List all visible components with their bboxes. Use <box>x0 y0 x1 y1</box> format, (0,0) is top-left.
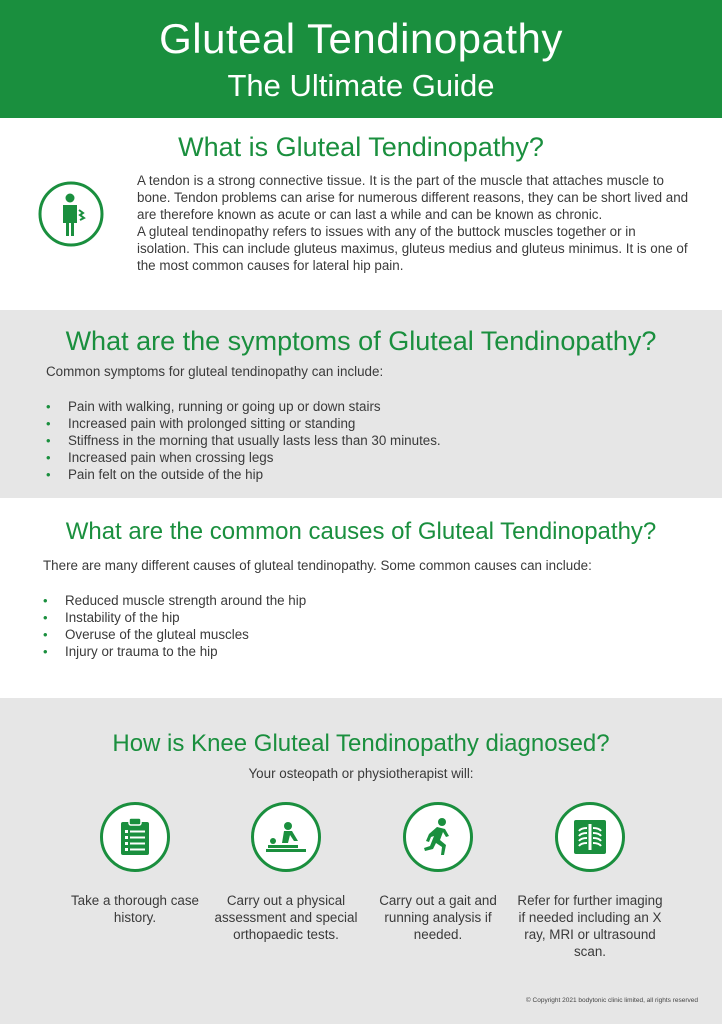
list-item-text: Instability of the hip <box>65 610 180 625</box>
list-item-text: Pain felt on the outside of the hip <box>68 467 264 482</box>
section-heading: What is Gluteal Tendinopathy? <box>178 132 544 162</box>
runner-icon <box>420 817 456 857</box>
bullet-icon: • <box>43 593 48 608</box>
list-item <box>43 626 306 643</box>
list-item <box>43 609 306 626</box>
list-item-text: Stiffness in the morning that usually lasts less than 30 minutes. <box>68 433 441 448</box>
section-heading: How is Knee Gluteal Tendinopathy diagnosed? <box>112 730 610 757</box>
paragraph: A gluteal tendinopathy refers to issues with any of the buttock muscles together or in isolation. This can include gluteus maximus, gluteus medius and gluteus minimus. It is one of the most common causes for lateral hip pain. <box>137 224 688 273</box>
step-caption: Carry out a gait and running analysis if needed. <box>379 893 497 942</box>
diagnosis-step <box>211 802 361 943</box>
diagnosis-step <box>60 802 210 926</box>
step-icon-circle <box>251 802 321 872</box>
page-title: Gluteal Tendinopathy <box>159 15 563 62</box>
bullet-icon: • <box>46 467 51 482</box>
diagnosis-step <box>363 802 513 943</box>
step-icon-circle <box>555 802 625 872</box>
step-caption: Carry out a physical assessment and special orthopaedic tests. <box>214 893 358 942</box>
list-item-text: Pain with walking, running or going up or down stairs <box>68 399 381 414</box>
list-item <box>46 398 441 415</box>
list-item-text: Increased pain when crossing legs <box>68 450 274 465</box>
page-subtitle: The Ultimate Guide <box>227 68 495 103</box>
list-item-text: Overuse of the gluteal muscles <box>65 627 249 642</box>
section-intro: There are many different causes of gluteal tendinopathy. Some common causes can include: <box>43 558 592 573</box>
section-heading: What are the symptoms of Gluteal Tendinopathy? <box>65 326 657 356</box>
bullet-icon: • <box>43 644 48 659</box>
bullet-icon: • <box>46 450 51 465</box>
section-intro: Common symptoms for gluteal tendinopathy can include: <box>46 364 384 379</box>
step-icon-circle <box>403 802 473 872</box>
causes-list <box>43 592 306 660</box>
paragraph: A tendon is a strong connective tissue. It is the part of the muscle that attaches muscle to bone. Tendon problems can arise for numerous different reasons, they can be short lived and are therefore known as acute or can last a while and can be known as chronic. <box>137 173 689 222</box>
diagnosis-step <box>515 802 665 960</box>
page-header <box>0 0 722 118</box>
list-item-text: Increased pain with prolonged sitting or standing <box>68 416 356 431</box>
list-item <box>43 592 306 609</box>
section-causes <box>0 498 722 698</box>
physical-assessment-icon <box>264 820 308 854</box>
step-caption: Refer for further imaging if needed including an X ray, MRI or ultrasound scan. <box>517 893 663 959</box>
hip-pain-person-icon <box>37 180 105 248</box>
list-item-text: Reduced muscle strength around the hip <box>65 593 307 608</box>
bullet-icon: • <box>46 416 51 431</box>
step-icon-circle <box>100 802 170 872</box>
section-intro: Your osteopath or physiotherapist will: <box>248 766 474 781</box>
bullet-icon: • <box>43 627 48 642</box>
list-item <box>46 449 441 466</box>
section-diagnosis <box>0 698 722 1024</box>
step-caption: Take a thorough case history. <box>70 893 200 925</box>
copyright-notice: © Copyright 2021 bodytonic clinic limited, all rights reserved <box>525 997 698 1004</box>
section-symptoms <box>0 310 722 498</box>
bullet-icon: • <box>46 433 51 448</box>
list-item-text: Injury or trauma to the hip <box>65 644 218 659</box>
section-body <box>137 172 689 274</box>
xray-icon <box>572 818 608 856</box>
list-item <box>46 466 441 483</box>
symptoms-list <box>46 398 441 483</box>
bullet-icon: • <box>43 610 48 625</box>
section-heading: What are the common causes of Gluteal Tendinopathy? <box>65 518 657 545</box>
section-what-is <box>0 118 722 310</box>
bullet-icon: • <box>46 399 51 414</box>
clipboard-icon <box>118 817 152 857</box>
list-item <box>43 643 306 660</box>
list-item <box>46 415 441 432</box>
list-item <box>46 432 441 449</box>
